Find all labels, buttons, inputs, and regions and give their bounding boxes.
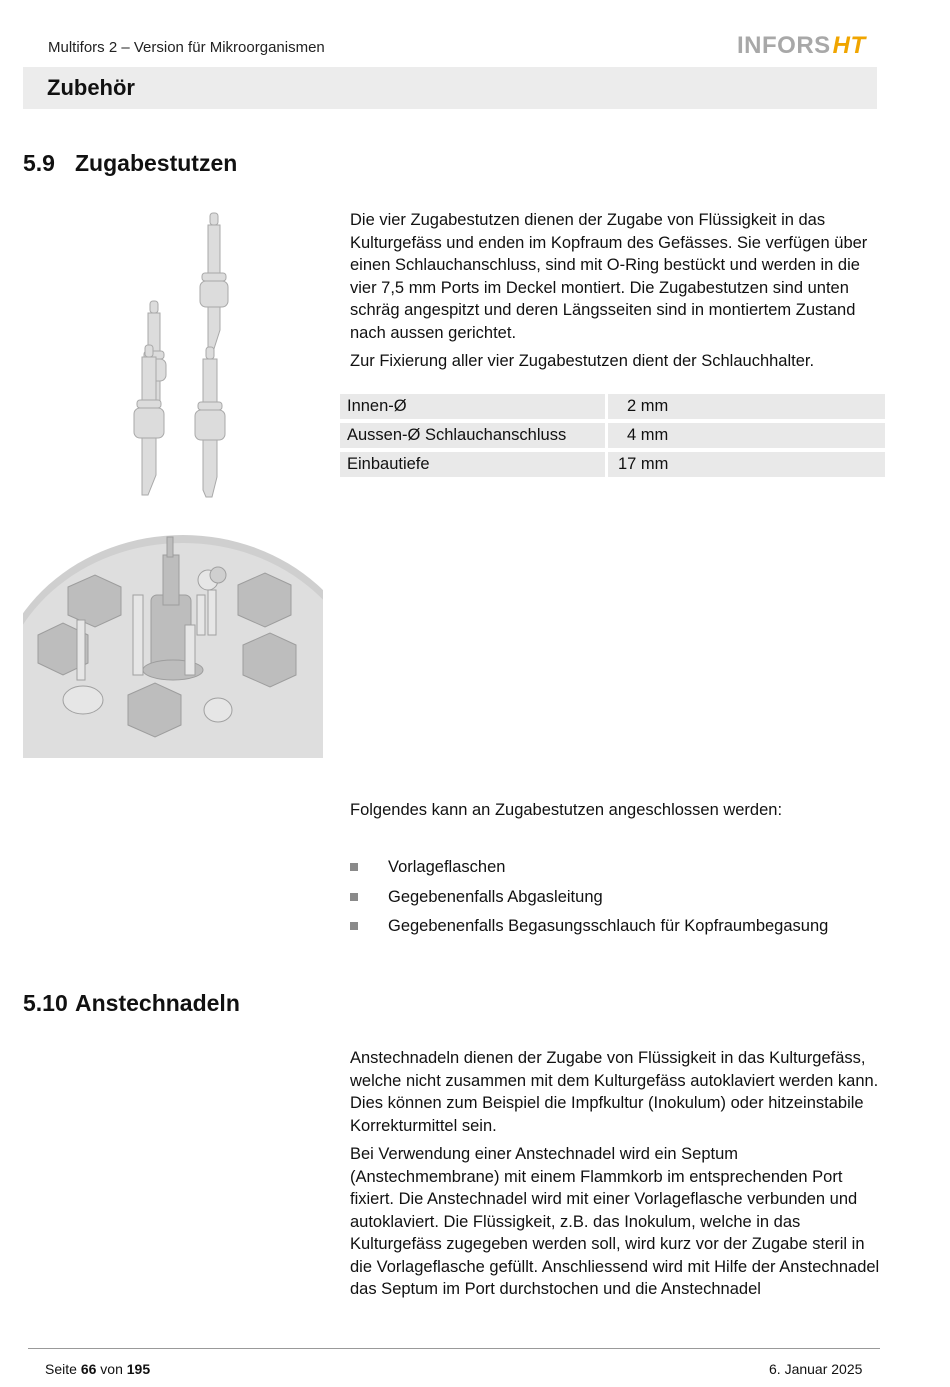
table-row (340, 423, 885, 448)
section-5-9-text (350, 209, 880, 379)
table-row (340, 394, 885, 419)
heading-number: 5.10 (23, 990, 68, 1016)
section-5-10-text (350, 1047, 880, 1307)
page-number (45, 1361, 150, 1377)
vessel-lid-illustration (23, 535, 323, 758)
list-item-text: Gegebenenfalls Begasungsschlauch für Kopfraumbegasung (388, 917, 829, 935)
heading-text: Zugabestutzen (75, 150, 238, 176)
paragraph: Die vier Zugabestutzen dienen der Zugabe von Flüssigkeit in das Kulturgefäss und enden im Kopfraum des Gefässes. Sie verfügen über einen Schlauchanschluss, sind mit O-Ring bestückt und werden in die vier 7,5 mm Ports im Deckel montiert. Die Zugabestutzen sind unten schräg angespitzt und deren Längsseiten sind in montiertem Zustand nach aussen gerichtet. (350, 211, 868, 342)
spec-value: 17 mm (608, 452, 885, 477)
heading-text: Anstechnadeln (75, 990, 240, 1016)
list-item (350, 858, 890, 888)
page-prefix: Seite (45, 1361, 77, 1377)
bullet-icon (350, 922, 358, 930)
table-row (340, 452, 885, 477)
chapter-title: Zubehör (47, 75, 135, 100)
chapter-bar (23, 67, 877, 109)
spec-value: 2 mm (608, 394, 885, 419)
list-item (350, 917, 890, 947)
paragraph: Zur Fixierung aller vier Zugabestutzen dient der Schlauchhalter. (350, 352, 815, 370)
list-item (350, 888, 890, 918)
infors-ht-logo (737, 32, 866, 60)
connect-intro: Folgendes kann an Zugabestutzen angeschlossen werden: (350, 801, 783, 819)
addition-ports-illustration (120, 205, 240, 505)
document-header-title: Multifors 2 – Version für Mikroorganismen (48, 39, 325, 56)
bullet-icon (350, 893, 358, 901)
spec-value: 4 mm (608, 423, 885, 448)
footer-divider (28, 1348, 880, 1349)
paragraph: Anstechnadeln dienen der Zugabe von Flüssigkeit in das Kulturgefäss, welche nicht zusammen mit dem Kulturgefäss autoklaviert werden kann. Dies können zum Beispiel die Impfkultur (Inokulum) oder hitzeinstabile Korrekturmittel sein. (350, 1049, 879, 1135)
spec-label: Innen-Ø (340, 394, 605, 419)
heading-5-10 (23, 990, 240, 1017)
list-item-text: Gegebenenfalls Abgasleitung (388, 887, 603, 906)
heading-5-9 (23, 150, 237, 177)
bullet-list (350, 858, 890, 947)
spec-label: Einbautiefe (340, 452, 605, 477)
logo-ht-mark: HT (832, 32, 866, 59)
list-item-text: Vorlageflaschen (388, 858, 506, 876)
document-date: 6. Januar 2025 (769, 1361, 863, 1377)
heading-number: 5.9 (23, 150, 55, 176)
page-current: 66 (80, 1361, 97, 1377)
spec-label: Aussen-Ø Schlauchanschluss (340, 423, 605, 448)
page-total: 195 (126, 1361, 151, 1377)
page-separator: von (100, 1361, 123, 1377)
logo-main-text: INFORS (737, 32, 831, 59)
paragraph: Bei Verwendung einer Anstechnadel wird ein Septum (Anstechmembrane) mit einem Flammkorb im entsprechenden Port fixiert. Die Anstechnadel wird mit einer Vorlageflasche verbunden und autoklaviert. Die Flüssigkeit, z.B. das Inokulum, welche in das Kulturgefäss zugegeben werden soll, wird kurz vor der Zugabe steril in die Vorlageflasche gefüllt. Anschliessend wird mit Hilfe der Anstechnadel das Septum im Port durchstochen und die Anstechnadel (350, 1145, 880, 1298)
bullet-icon (350, 863, 358, 871)
spec-table (337, 390, 888, 481)
